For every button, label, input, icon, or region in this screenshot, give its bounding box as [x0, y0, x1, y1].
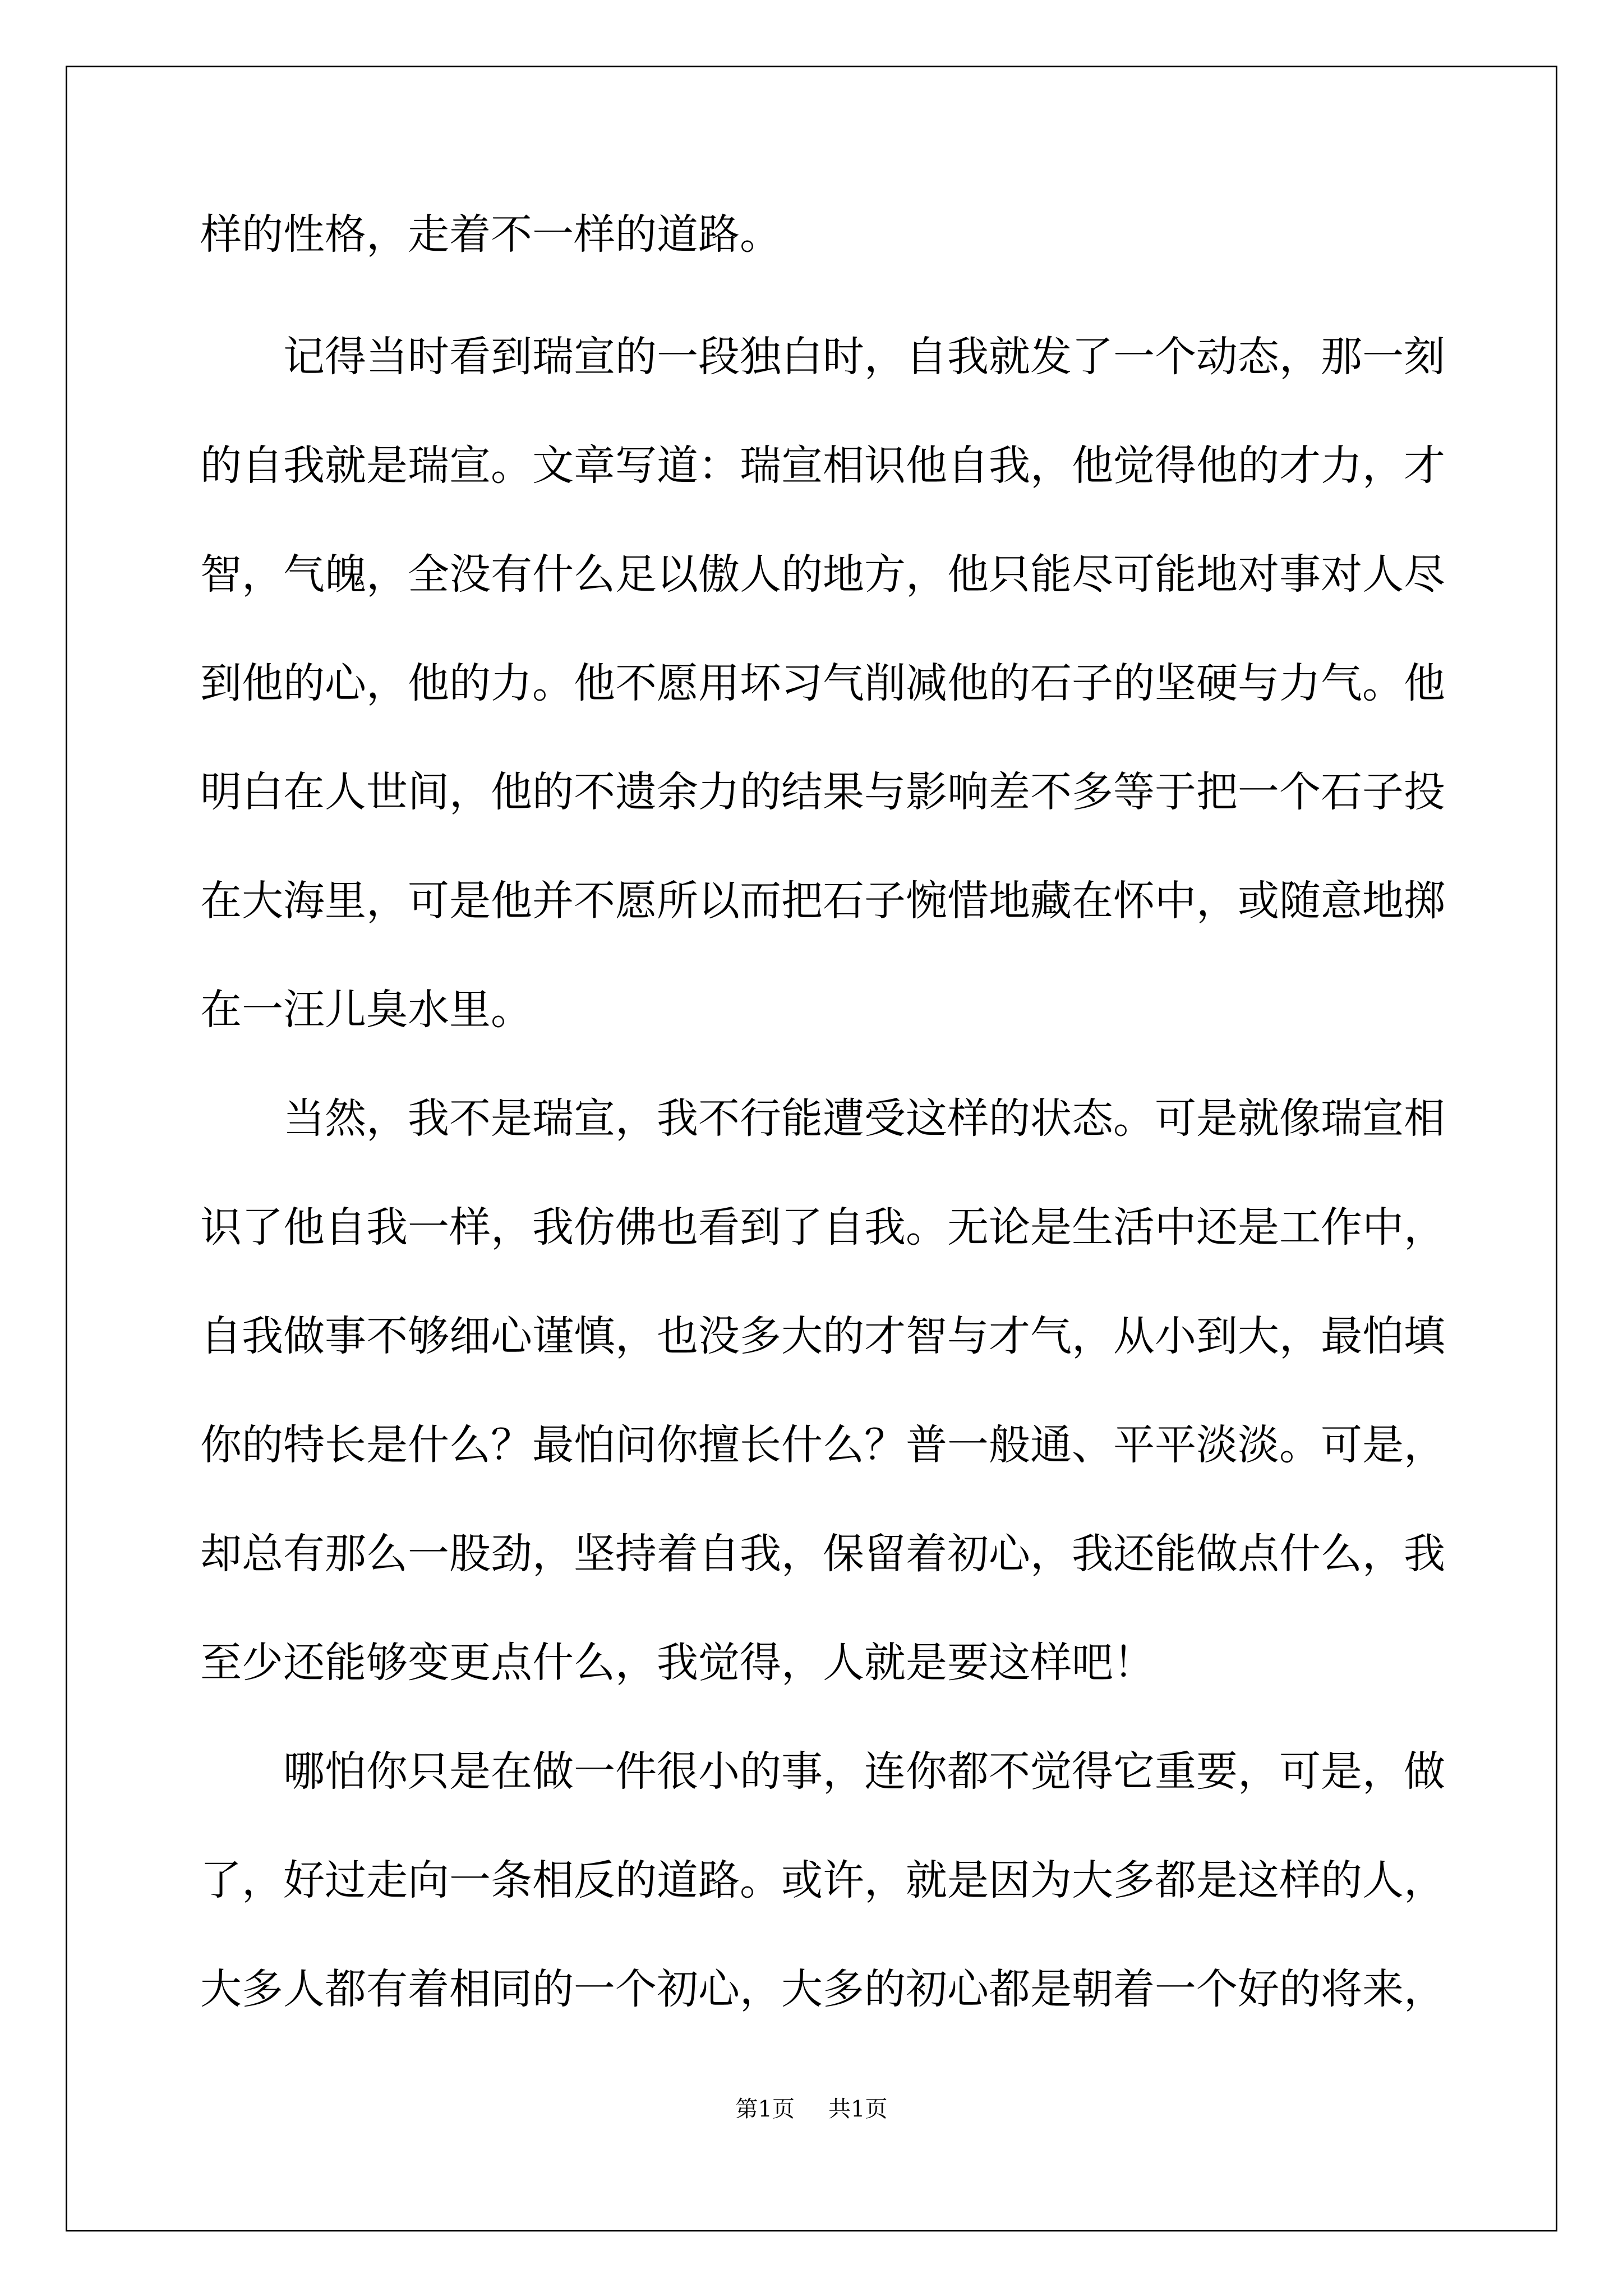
text-line: 识了他自我一样，我仿佛也看到了自我。无论是生活中还是工作中，: [200, 1203, 1445, 1251]
text-line: 明白在人世间，他的不遗余力的结果与影响差不多等于把一个石子投: [200, 768, 1445, 816]
paragraph-start-line: 当然，我不是瑞宣，我不行能遭受这样的状态。可是就像瑞宣相: [283, 1094, 1445, 1143]
text-line: 的自我就是瑞宣。文章写道：瑞宣相识他自我，他觉得他的才力，才: [200, 441, 1445, 490]
text-line: 到他的心，他的力。他不愿用坏习气削减他的石子的坚硬与力气。他: [200, 659, 1445, 707]
page-number-total: 共1页: [828, 2096, 888, 2122]
text-line: 在一汪儿臭水里。: [200, 986, 532, 1034]
text-line: 智，气魄，全没有什么足以傲人的地方，他只能尽可能地对事对人尽: [200, 550, 1445, 599]
page-number-current: 第1页: [735, 2096, 795, 2122]
text-line: 却总有那么一股劲，坚持着自我，保留着初心，我还能做点什么，我: [200, 1530, 1445, 1578]
text-line: 样的性格，走着不一样的道路。: [200, 210, 781, 259]
text-line: 自我做事不够细心谨慎，也没多大的才智与才气，从小到大，最怕填: [200, 1312, 1445, 1360]
paragraph-start-line: 哪怕你只是在做一件很小的事，连你都不觉得它重要，可是，做: [283, 1747, 1445, 1796]
text-line: 至少还能够变更点什么，我觉得，人就是要这样吧！: [200, 1639, 1155, 1687]
text-line: 你的特长是什么？最怕问你擅长什么？普一般通、平平淡淡。可是，: [200, 1421, 1445, 1469]
text-line: 大多人都有着相同的一个初心，大多的初心都是朝着一个好的将来，: [200, 1965, 1445, 2013]
text-line: 在大海里，可是他并不愿所以而把石子惋惜地藏在怀中，或随意地掷: [200, 877, 1445, 925]
page-footer: [0, 2092, 1623, 2126]
text-line: 了，好过走向一条相反的道路。或许，就是因为大多都是这样的人，: [200, 1856, 1445, 1904]
paragraph-start-line: 记得当时看到瑞宣的一段独白时，自我就发了一个动态，那一刻: [283, 333, 1445, 381]
